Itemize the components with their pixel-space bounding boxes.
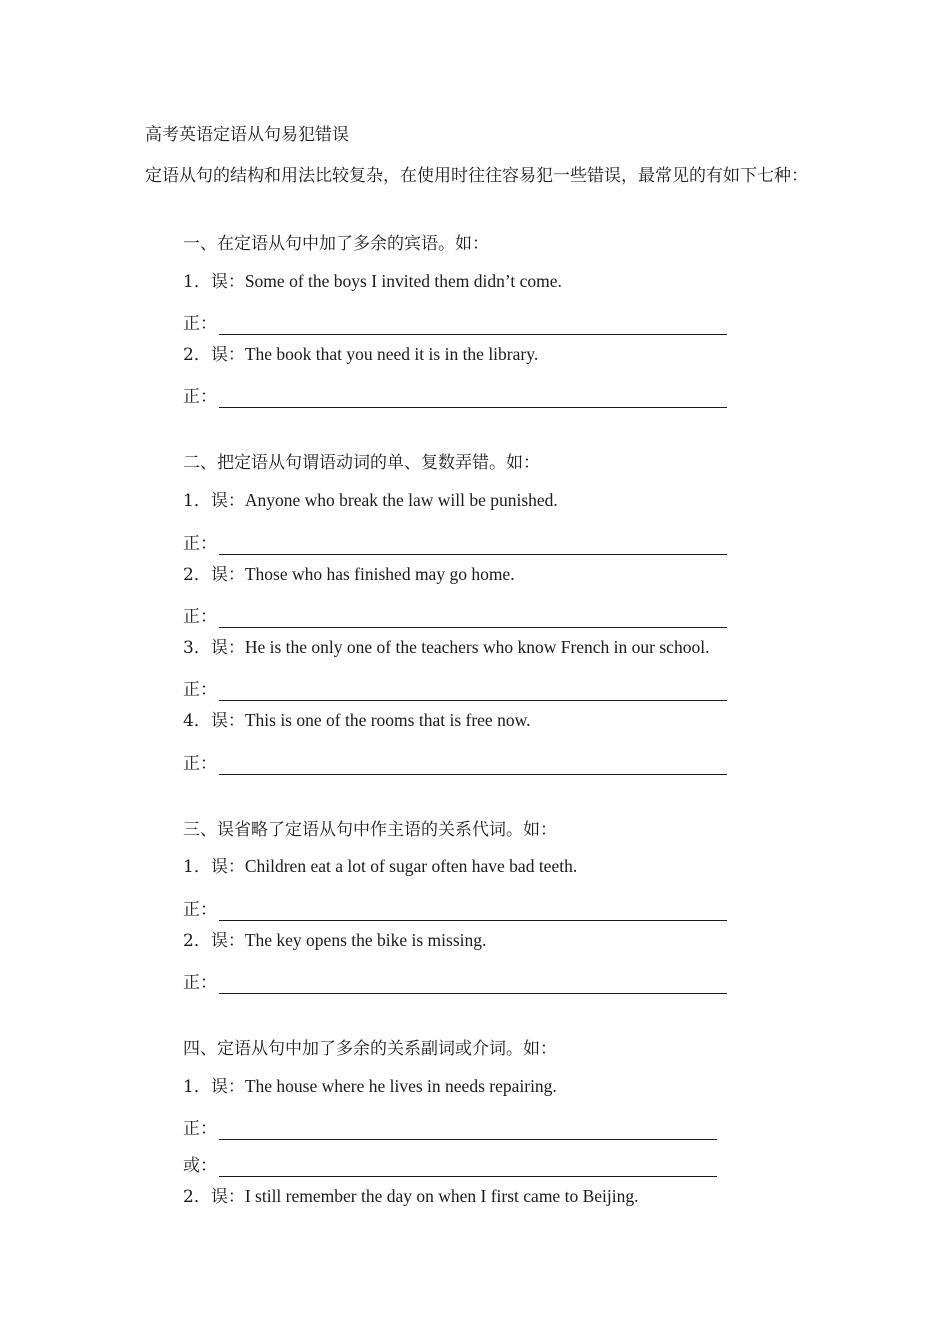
answer-label: 正： — [183, 753, 217, 774]
exercise-section — [183, 815, 823, 998]
answer-line — [183, 376, 823, 413]
answer-label: 正： — [183, 314, 217, 335]
section-heading: 一、在定语从句中加了多余的宾语。如： — [183, 234, 489, 254]
exercise-section — [183, 1034, 823, 1217]
answer-label: 正： — [183, 680, 217, 701]
exercise-section — [183, 229, 823, 412]
answer-blank[interactable] — [219, 605, 727, 628]
wrong-sentence — [183, 1071, 823, 1108]
section-heading: 四、定语从句中加了多余的关系副词或介词。如： — [183, 1039, 557, 1060]
document-title: 高考英语定语从句易犯错误 — [145, 125, 349, 145]
answer-blank[interactable] — [219, 971, 727, 994]
item-number: 2．误： — [183, 1186, 245, 1207]
answer-line — [183, 1144, 823, 1181]
answer-blank[interactable] — [219, 385, 727, 408]
item-number: 1．误： — [183, 271, 245, 292]
wrong-sentence-text: I still remember the day on when I first came to Beijing. — [244, 1185, 639, 1206]
answer-line — [183, 595, 823, 632]
answer-label: 正： — [183, 1119, 217, 1140]
answer-line — [183, 1107, 823, 1144]
wrong-sentence-text: The book that you need it is in the library. — [244, 344, 539, 365]
answer-label: 正： — [183, 606, 217, 627]
section-heading: 三、误省略了定语从句中作主语的关系代词。如： — [183, 819, 557, 840]
item-number: 2．误： — [183, 345, 245, 366]
wrong-sentence — [183, 559, 823, 596]
answer-blank[interactable] — [219, 898, 727, 921]
answer-label: 正： — [183, 899, 217, 920]
wrong-sentence — [183, 266, 823, 303]
wrong-sentence — [183, 1181, 823, 1218]
answer-blank[interactable] — [219, 532, 727, 555]
wrong-sentence-text: The key opens the bike is missing. — [244, 929, 487, 950]
wrong-sentence — [183, 339, 823, 376]
item-number: 2．误： — [183, 564, 245, 585]
item-number: 3．误： — [183, 637, 245, 658]
wrong-sentence — [183, 851, 823, 888]
answer-blank[interactable] — [219, 678, 727, 701]
wrong-sentence — [183, 705, 823, 742]
answer-label: 或： — [183, 1155, 217, 1176]
item-number: 1．误： — [183, 1076, 245, 1097]
item-number: 2．误： — [183, 930, 245, 951]
section-heading: 二、把定语从句谓语动词的单、复数弄错。如： — [183, 453, 540, 474]
item-number: 4．误： — [183, 711, 245, 732]
answer-blank[interactable] — [219, 752, 727, 775]
answer-label: 正： — [183, 387, 217, 408]
answer-line — [183, 742, 823, 779]
wrong-sentence-text: Those who has finished may go home. — [244, 563, 515, 584]
answer-label: 正： — [183, 533, 217, 554]
wrong-sentence-text: Some of the boys I invited them didn’t come. — [244, 270, 562, 291]
wrong-sentence-text: The house where he lives in needs repairing. — [244, 1075, 557, 1096]
answer-blank[interactable] — [219, 312, 727, 335]
wrong-sentence-text: Anyone who break the law will be punished. — [244, 490, 558, 511]
answer-line — [183, 888, 823, 925]
document-intro: 定语从句的结构和用法比较复杂，在使用时往往容易犯一些错误，最常见的有如下七种： — [145, 166, 808, 186]
wrong-sentence-text: Children eat a lot of sugar often have bad teeth. — [244, 856, 578, 877]
wrong-sentence-text: This is one of the rooms that is free now. — [244, 710, 531, 731]
answer-line — [183, 669, 823, 706]
item-number: 1．误： — [183, 491, 245, 512]
answer-line — [183, 522, 823, 559]
wrong-sentence-text: He is the only one of the teachers who know French in our school. — [244, 636, 710, 657]
answer-line — [183, 302, 823, 339]
wrong-sentence — [183, 925, 823, 962]
answer-blank[interactable] — [219, 1117, 717, 1140]
answer-blank[interactable] — [219, 1154, 717, 1177]
answer-label: 正： — [183, 973, 217, 994]
wrong-sentence — [183, 485, 823, 522]
answer-line — [183, 961, 823, 998]
item-number: 1．误： — [183, 857, 245, 878]
wrong-sentence — [183, 632, 823, 669]
exercise-sections — [183, 229, 823, 1254]
exercise-section — [183, 448, 823, 778]
